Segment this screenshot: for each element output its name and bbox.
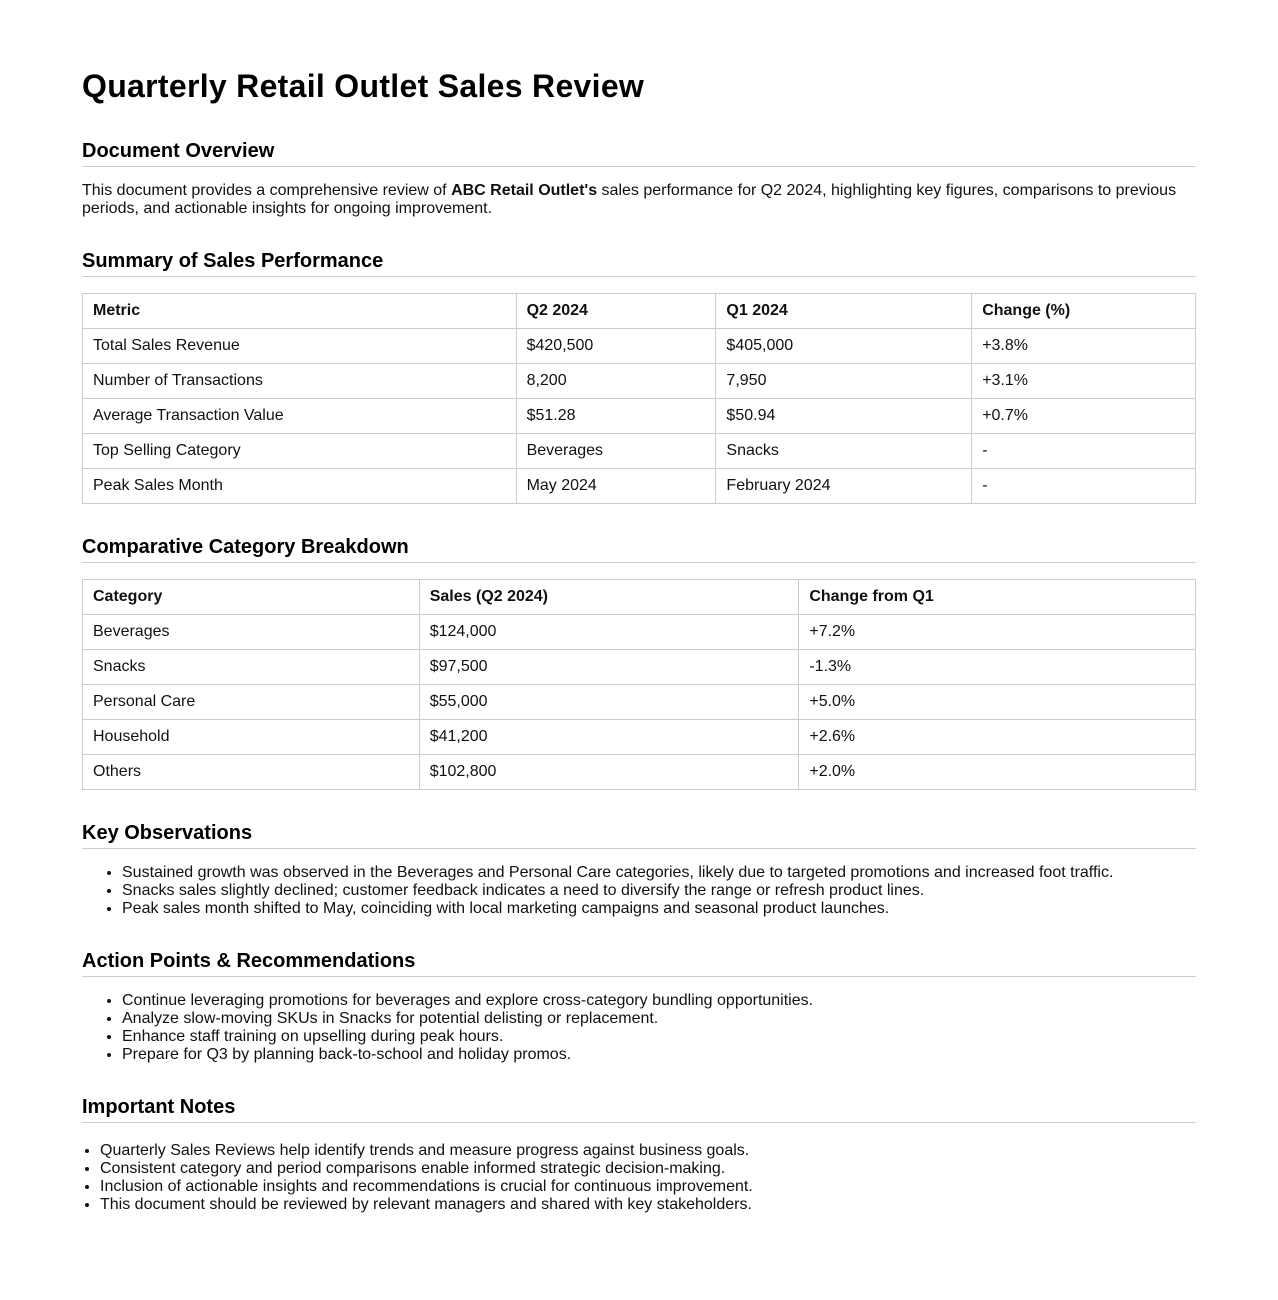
table-cell: $41,200 [419,720,799,755]
table-cell: Average Transaction Value [83,399,517,434]
table-row [83,615,1196,650]
table-cell: Personal Care [83,685,420,720]
table-cell: - [972,469,1196,504]
table-cell: +0.7% [972,399,1196,434]
table-cell: Beverages [83,615,420,650]
table-cell: Top Selling Category [83,434,517,469]
category-heading: Comparative Category Breakdown [82,534,1196,563]
summary-col-q1: Q1 2024 [716,294,972,329]
table-row [83,399,1196,434]
company-name: ABC Retail Outlet's [451,182,598,199]
category-col-change: Change from Q1 [799,580,1196,615]
category-table [82,579,1196,790]
table-cell: +7.2% [799,615,1196,650]
observations-section [82,820,1196,918]
summary-heading: Summary of Sales Performance [82,248,1196,277]
category-col-name: Category [83,580,420,615]
actions-heading: Action Points & Recommendations [82,948,1196,977]
table-row [83,650,1196,685]
list-item: • Analyze slow-moving SKUs in Snacks for potential delisting or replacement. [122,1010,1196,1028]
summary-header-row [83,294,1196,329]
table-cell: Others [83,755,420,790]
table-cell: February 2024 [716,469,972,504]
table-cell: May 2024 [516,469,716,504]
table-cell: Snacks [716,434,972,469]
list-item: • Prepare for Q3 by planning back-to-school and holiday promos. [122,1046,1196,1064]
table-cell: Household [83,720,420,755]
summary-section [82,248,1196,504]
table-cell: Peak Sales Month [83,469,517,504]
notes-list [82,1142,1196,1214]
table-cell: +2.0% [799,755,1196,790]
notes-heading: Important Notes [82,1094,1196,1123]
table-row [83,329,1196,364]
summary-table [82,293,1196,504]
overview-section [82,138,1196,218]
list-item: • Consistent category and period comparisons enable informed strategic decision-making. [100,1160,1196,1178]
notes-section [82,1094,1196,1214]
table-cell: $405,000 [716,329,972,364]
category-section [82,534,1196,790]
list-item: • This document should be reviewed by relevant managers and shared with key stakeholders. [100,1196,1196,1214]
observations-list [82,864,1196,918]
summary-col-metric: Metric [83,294,517,329]
table-row [83,755,1196,790]
list-item: • Sustained growth was observed in the Beverages and Personal Care categories, likely due to targeted promotions and increased foot traffic. [122,864,1196,882]
table-cell: $51.28 [516,399,716,434]
list-item: • Inclusion of actionable insights and recommendations is crucial for continuous improvement. [100,1178,1196,1196]
table-cell: $55,000 [419,685,799,720]
table-cell: Snacks [83,650,420,685]
table-cell: $420,500 [516,329,716,364]
table-cell: 8,200 [516,364,716,399]
table-cell: - [972,434,1196,469]
table-row [83,364,1196,399]
category-col-sales: Sales (Q2 2024) [419,580,799,615]
table-cell: Total Sales Revenue [83,329,517,364]
table-cell: Number of Transactions [83,364,517,399]
table-row [83,434,1196,469]
list-item: • Enhance staff training on upselling during peak hours. [122,1028,1196,1046]
table-cell: +5.0% [799,685,1196,720]
document-title: Quarterly Retail Outlet Sales Review [82,68,645,104]
overview-paragraph [82,182,1196,218]
overview-text-after: sales performance for Q2 2024, highlighting key figures, comparisons to previous periods, and actionable insights for ongoing improvement. [82,182,1177,217]
table-row [83,469,1196,504]
table-cell: $97,500 [419,650,799,685]
table-cell: $50.94 [716,399,972,434]
table-cell: +3.1% [972,364,1196,399]
table-cell: 7,950 [716,364,972,399]
category-header-row [83,580,1196,615]
table-cell: +2.6% [799,720,1196,755]
list-item: • Peak sales month shifted to May, coinciding with local marketing campaigns and seasonal product launches. [122,900,1196,918]
summary-col-change: Change (%) [972,294,1196,329]
table-cell: Beverages [516,434,716,469]
list-item: • Quarterly Sales Reviews help identify trends and measure progress against business goals. [100,1142,1196,1160]
overview-heading: Document Overview [82,138,1196,167]
list-item: • Snacks sales slightly declined; customer feedback indicates a need to diversify the range or refresh product lines. [122,882,1196,900]
table-cell: $124,000 [419,615,799,650]
overview-text-before: This document provides a comprehensive review of [82,182,452,199]
table-row [83,685,1196,720]
document-page [82,0,1196,1214]
table-cell: $102,800 [419,755,799,790]
observations-heading: Key Observations [82,820,1196,849]
actions-section [82,948,1196,1064]
table-cell: +3.8% [972,329,1196,364]
actions-list [82,992,1196,1064]
table-row [83,720,1196,755]
summary-col-q2: Q2 2024 [516,294,716,329]
list-item: • Continue leveraging promotions for beverages and explore cross-category bundling opportunities. [122,992,1196,1010]
table-cell: -1.3% [799,650,1196,685]
